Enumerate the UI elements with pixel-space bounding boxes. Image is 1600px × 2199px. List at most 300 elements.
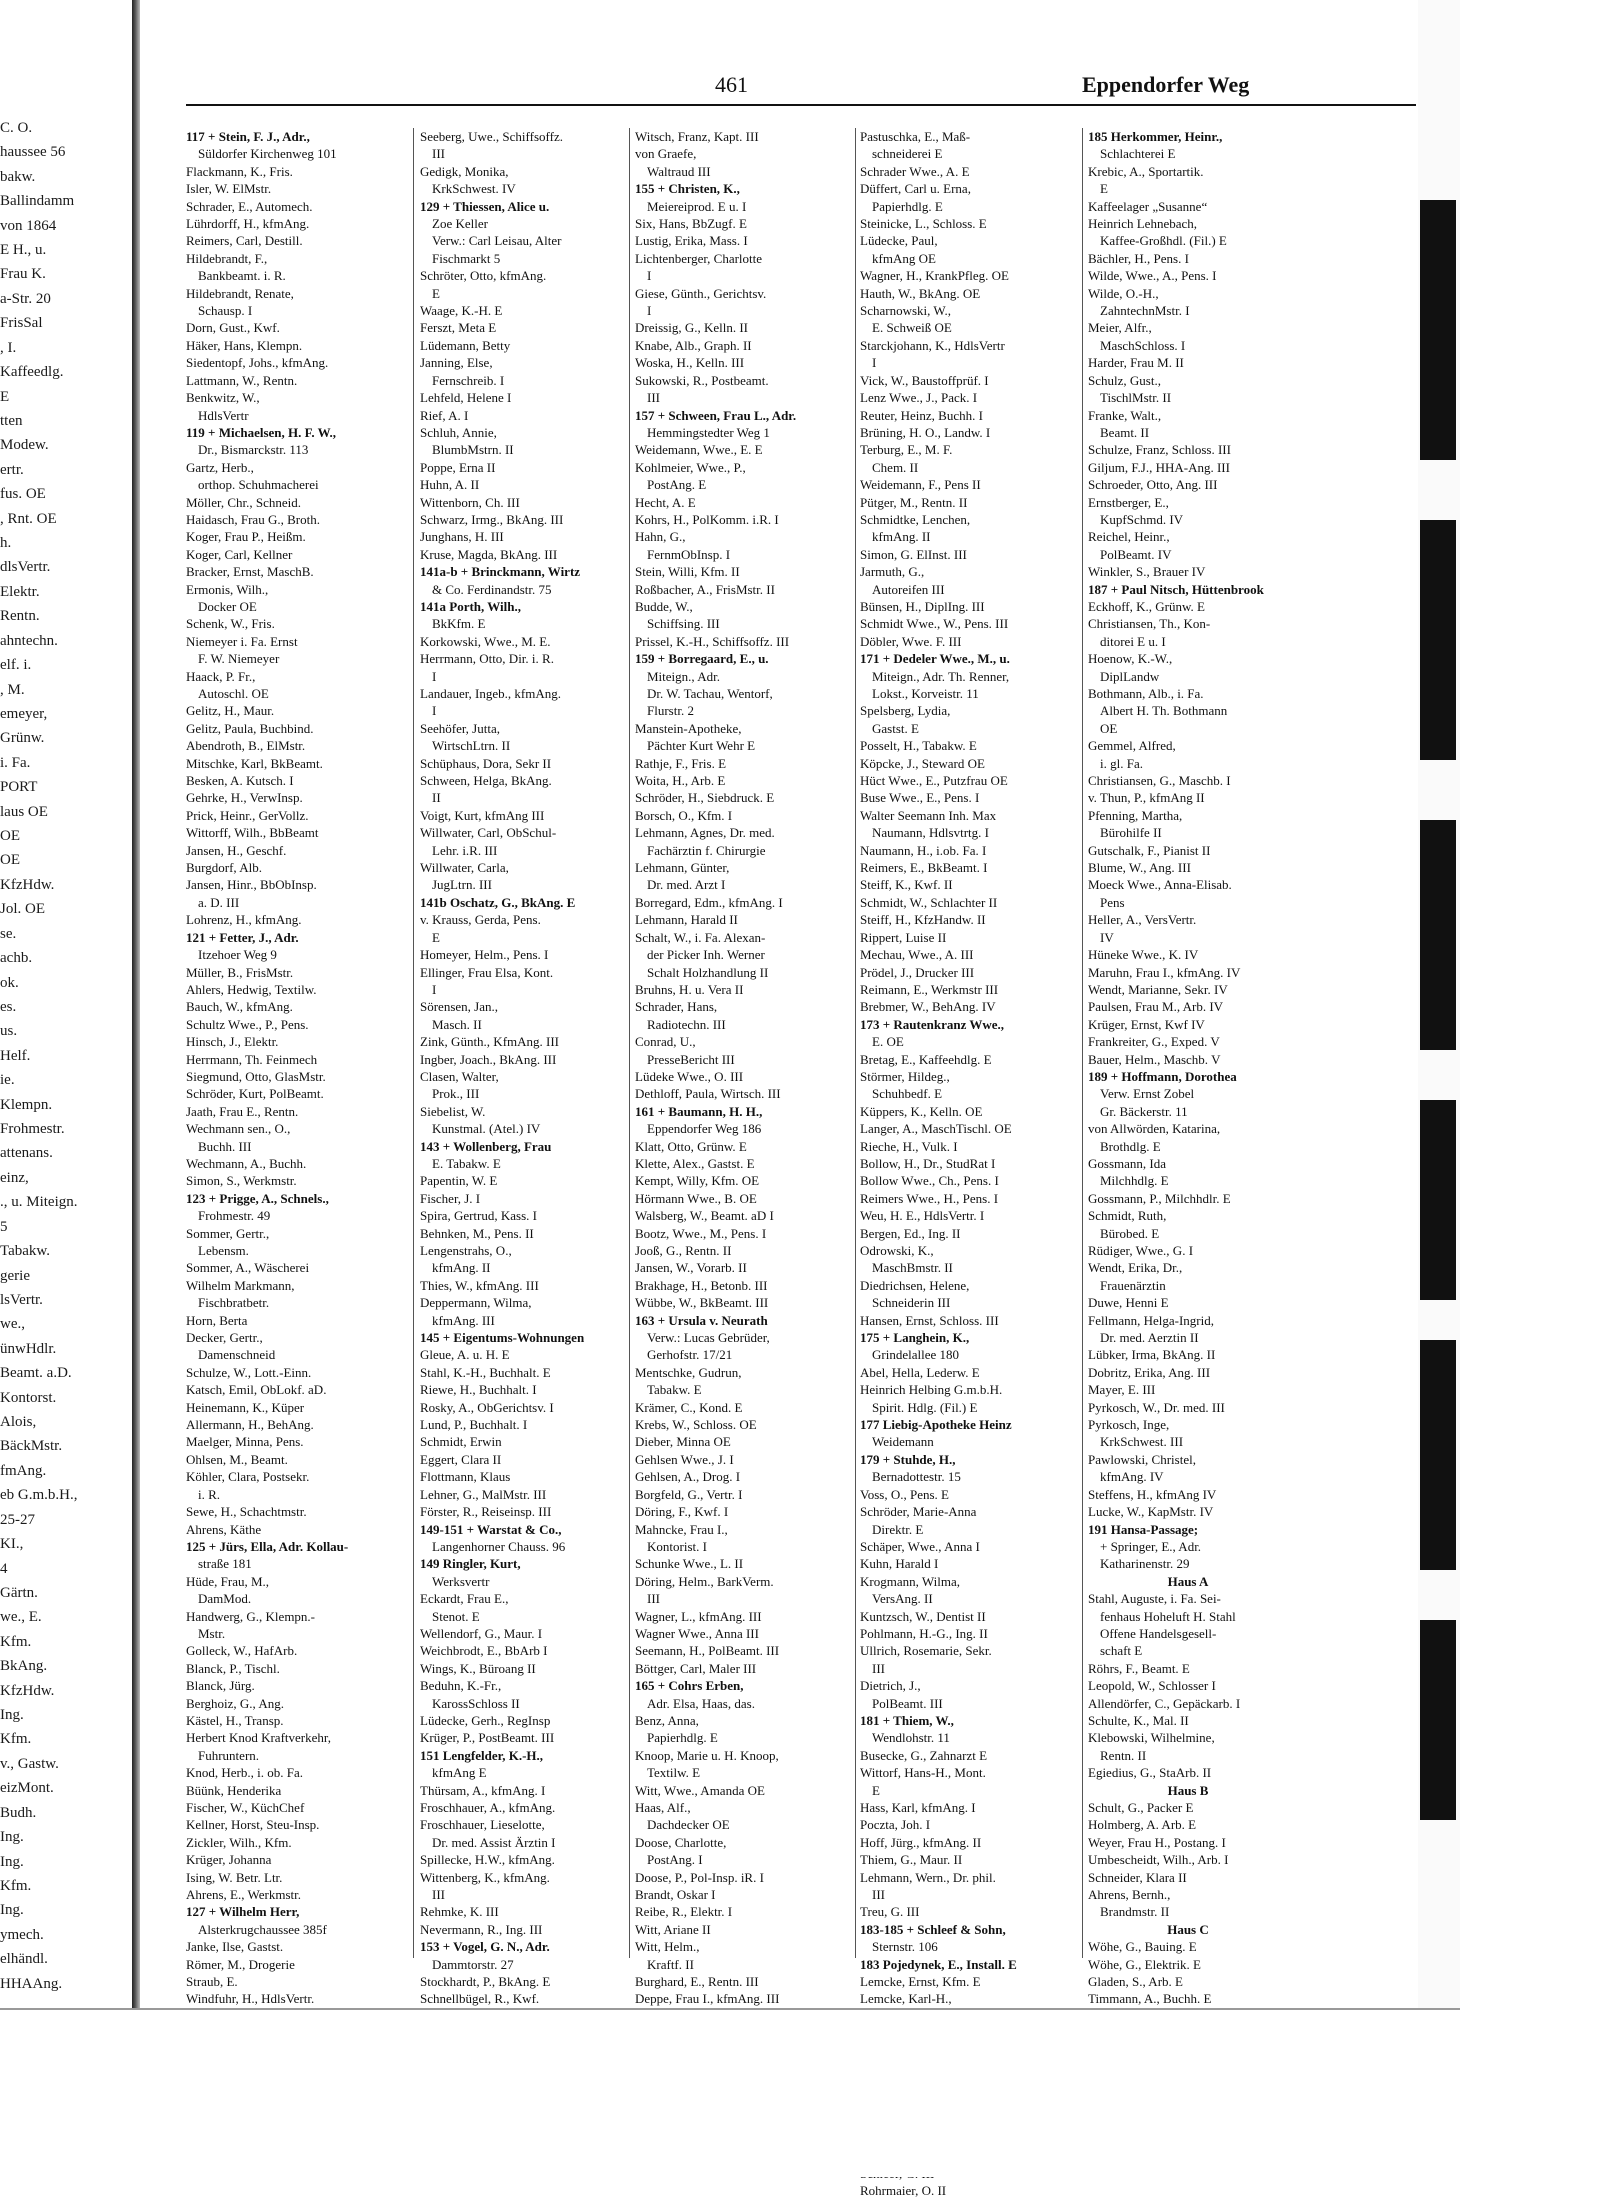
directory-entry: PostAng. E: [647, 477, 707, 493]
previous-page-text: ahntechn.: [0, 633, 58, 649]
directory-entry: Jarmuth, G.,: [860, 564, 925, 580]
directory-entry: Schalt, W., i. Fa. Alexan-: [635, 929, 766, 945]
directory-entry: i. R.: [198, 1486, 221, 1502]
directory-entry: PolBeamt. III: [872, 1695, 943, 1711]
previous-page-text: KfzHdw.: [0, 877, 55, 893]
directory-entry: Meier, Alfr.,: [1088, 320, 1152, 336]
directory-entry: Gelitz, H., Maur.: [186, 703, 275, 719]
directory-entry: Haack, P. Fr.,: [186, 668, 256, 684]
directory-entry: III: [647, 1591, 660, 1607]
directory-entry: Knod, Herb., i. ob. Fa.: [186, 1765, 303, 1781]
directory-entry: Sommer, A., Wäscherei: [186, 1260, 310, 1276]
directory-entry: Isler, W. ElMstr.: [186, 181, 272, 197]
edge-print-block: [1420, 200, 1456, 460]
house-number-entry: 181 + Thiem, W.,: [860, 1712, 954, 1728]
directory-entry: Lüdemann, Betty: [420, 337, 511, 353]
directory-entry: JugLtrn. III: [432, 877, 492, 893]
directory-entry: Rathje, F., Fris. E: [635, 755, 727, 771]
directory-entry: E: [872, 1782, 880, 1798]
previous-page-text: BäckMstr.: [0, 1438, 63, 1454]
previous-page-text: tten: [0, 413, 23, 429]
directory-entry: Rüdiger, Wwe., G. I: [1088, 1243, 1194, 1258]
directory-entry: a. D. III: [198, 894, 240, 910]
directory-entry: Witt, Helm.,: [635, 1939, 700, 1955]
directory-entry: Dr. W. Tachau, Wentorf,: [647, 686, 773, 701]
directory-entry: Bürobed. E: [1100, 1225, 1160, 1241]
directory-entry: Spira, Gertrud, Kass. I: [420, 1208, 537, 1224]
directory-entry: Wübbe, W., BkBeamt. III: [635, 1295, 769, 1311]
directory-entry: Gemmel, Alfred,: [1088, 738, 1176, 754]
house-number-entry: 165 + Cohrs Erben,: [635, 1678, 744, 1694]
directory-entry: Moeck Wwe., Anna-Elisab.: [1088, 877, 1232, 893]
previous-page-text: v., Gastw.: [0, 1756, 59, 1772]
directory-entry: Doose, P., Pol-Insp. iR. I: [635, 1869, 764, 1885]
directory-entry: Walter Seemann Inh. Max: [860, 807, 997, 823]
directory-entry: Lüdecke, Gerh., RegInsp: [420, 1712, 551, 1728]
directory-entry: Wellendorf, G., Maur. I: [420, 1625, 543, 1641]
directory-entry: Schrader, E., Automech.: [186, 198, 313, 214]
directory-entry: Rosky, A., ObGerichtsv. I: [420, 1399, 554, 1415]
house-number-entry: 125 + Jürs, Ella, Adr. Kollau-: [186, 1538, 349, 1554]
directory-entry: Wöhe, G., Elektrik. E: [1088, 1956, 1201, 1972]
directory-entry: Spillecke, H.W., kfmAng.: [420, 1852, 555, 1868]
directory-entry: Bauer, Helm., Maschb. V: [1088, 1051, 1221, 1067]
page-number: 461: [715, 72, 748, 97]
house-number-entry: 185 Herkommer, Heinr.,: [1088, 129, 1223, 144]
previous-page-text: von 1864: [0, 218, 57, 234]
previous-page-text: einz,: [0, 1170, 29, 1186]
directory-entry: kfmAng. III: [432, 1312, 495, 1328]
directory-entry: Knoop, Marie u. H. Knoop,: [635, 1747, 779, 1763]
directory-entry: der Picker Inh. Werner: [647, 947, 765, 963]
directory-entry: Steiff, K., Kwf. II: [860, 877, 953, 893]
directory-entry: Ohlsen, M., Beamt.: [186, 1451, 288, 1467]
directory-entry: Reimann, E., Werkmstr III: [860, 981, 999, 997]
directory-entry: Giljum, F.J., HHA-Ang. III: [1088, 459, 1230, 475]
house-number-entry: 179 + Stuhde, H.,: [860, 1451, 956, 1467]
directory-entry: BlumbMstrn. II: [432, 442, 514, 458]
directory-entry: Schroeder, Otto, Ang. III: [1088, 477, 1218, 493]
previous-page-text: C. O.: [0, 120, 33, 136]
directory-entry: Ernstberger, E.,: [1088, 494, 1169, 510]
directory-entry: Wittorff, Wilh., BbBeamt: [186, 825, 319, 841]
directory-entry: Koger, Carl, Kellner: [186, 546, 293, 562]
house-number-entry: 161 + Baumann, H. H.,: [635, 1103, 763, 1119]
directory-entry: Schröder, Marie-Anna: [860, 1504, 977, 1520]
directory-entry: Lübker, Irma, BkAng. II: [1088, 1347, 1216, 1363]
directory-entry: E: [432, 285, 440, 301]
directory-entry: Willwater, Carla,: [420, 860, 509, 876]
directory-entry: MaschSchloss. I: [1100, 337, 1186, 353]
directory-entry: Fischer, J. I: [420, 1190, 481, 1206]
previous-page-text: KfzHdw.: [0, 1683, 55, 1699]
directory-entry: Förster, R., Reiseinsp. III: [420, 1504, 552, 1520]
directory-entry: I: [647, 303, 652, 319]
directory-entry: Kellner, Horst, Steu-Insp.: [186, 1817, 320, 1833]
directory-entry: Pfenning, Martha,: [1088, 807, 1183, 823]
previous-page-text: Kfm.: [0, 1731, 32, 1747]
previous-page-text: HHAAng.: [0, 1976, 63, 1992]
directory-entry: Conrad, U.,: [635, 1034, 696, 1050]
previous-page-text: h.: [0, 535, 12, 551]
directory-entry: Harder, Frau M. II: [1088, 355, 1184, 371]
house-number-entry: 177 Liebig-Apotheke Heinz: [860, 1417, 1012, 1433]
directory-entry: Kästel, H., Transp.: [186, 1712, 284, 1728]
directory-entry: Vick, W., Baustoffprüf. I: [860, 372, 989, 388]
directory-entry: DiplLandw: [1100, 668, 1160, 684]
directory-entry: Jaath, Frau E., Rentn.: [186, 1103, 299, 1119]
directory-entry: Lehner, G., MalMstr. III: [420, 1486, 547, 1502]
house-number-entry: 117 + Stein, F. J., Adr.,: [186, 129, 310, 144]
previous-page-text: Modew.: [0, 437, 49, 453]
directory-entry: III: [432, 146, 445, 162]
directory-entry: Schiffsing. III: [647, 616, 720, 632]
directory-entry: Werksvertr: [432, 1573, 490, 1589]
directory-entry: Kohrs, H., PolKomm. i.R. I: [635, 511, 779, 527]
directory-entry: Lehmann, Harald II: [635, 912, 738, 928]
previous-page-fragment: [0, 0, 132, 2010]
directory-entry: III: [872, 1887, 885, 1903]
previous-page-text: Klempn.: [0, 1097, 53, 1113]
directory-entry: Sukowski, R., Postbeamt.: [635, 372, 769, 388]
previous-page-text: emeyer,: [0, 706, 48, 722]
subsection-heading: Haus B: [1167, 1782, 1209, 1798]
directory-entry: Borgfeld, G., Vertr. I: [635, 1486, 743, 1502]
directory-entry: Heinrich Lehnebach,: [1088, 216, 1198, 232]
previous-page-text: Kontorst.: [0, 1390, 57, 1406]
directory-entry: Hoenow, K.-W.,: [1088, 651, 1173, 667]
directory-entry: Autoschl. OE: [198, 686, 269, 701]
directory-entry: Posselt, H., Tabakw. E: [860, 738, 977, 754]
directory-entry: Schulze, Franz, Schloss. III: [1088, 442, 1231, 458]
directory-entry: Flottmann, Klaus: [420, 1469, 511, 1485]
directory-entry: III: [432, 1887, 445, 1903]
directory-entry: Wittenberg, K., kfmAng.: [420, 1869, 550, 1885]
directory-entry: Dethloff, Paula, Wirtsch. III: [635, 1086, 781, 1102]
house-number-entry: 141a Porth, Wilh.,: [420, 598, 522, 614]
directory-entry: Beduhn, K.-Fr.,: [420, 1678, 502, 1694]
directory-entry: Terburg, E., M. F.: [860, 442, 953, 458]
previous-page-text: KI.,: [0, 1536, 24, 1552]
previous-page-text: ymech.: [0, 1927, 44, 1943]
directory-entry: Eckardt, Frau E.,: [420, 1591, 509, 1607]
directory-entry: I: [432, 981, 437, 997]
house-number-entry: 191 Hansa-Passage;: [1088, 1521, 1199, 1537]
house-number-entry: 141b Oschatz, G., BkAng. E: [420, 894, 576, 910]
directory-entry: I: [432, 668, 437, 684]
previous-page-text: es.: [0, 999, 17, 1015]
previous-page-text: elhändl.: [0, 1951, 48, 1967]
directory-entry: Itzehoer Weg 9: [198, 947, 277, 963]
directory-entry: Six, Hans, BbZugf. E: [635, 216, 747, 232]
directory-entry: Heinrich Helbing G.m.b.H.: [860, 1382, 1003, 1398]
directory-entry: Küppers, K., Kelln. OE: [860, 1103, 983, 1119]
directory-entry: Lund, P., Buchhalt. I: [420, 1417, 528, 1433]
directory-entry: Krebic, A., Sportartik.: [1088, 163, 1204, 179]
directory-entry: Doose, Charlotte,: [635, 1834, 727, 1850]
directory-entry: Blume, W., Ang. III: [1088, 860, 1191, 876]
directory-entry: Kuntzsch, W., Dentist II: [860, 1608, 986, 1624]
directory-column-4: [860, 128, 1075, 2198]
previous-page-text: OE: [0, 828, 20, 844]
previous-page-text: dlsVertr.: [0, 559, 51, 575]
directory-entry: Fellmann, Helga-Ingrid,: [1088, 1312, 1214, 1328]
directory-entry: Krebs, W., Schloss. OE: [635, 1417, 757, 1433]
page-gutter: [132, 0, 140, 2010]
directory-entry: Borsch, O., Kfm. I: [635, 807, 733, 823]
directory-entry: Reimers, E., BkBeamt. I: [860, 860, 988, 876]
directory-entry: Hecht, A. E: [635, 494, 696, 510]
directory-entry: Eppendorfer Weg 186: [647, 1121, 762, 1137]
directory-entry: Pawlowski, Christel,: [1088, 1451, 1196, 1467]
house-number-entry: 141a-b + Brinckmann, Wirtz: [420, 564, 581, 580]
directory-entry: Hörmann Wwe., B. OE: [635, 1190, 757, 1206]
previous-page-text: we., E.: [0, 1609, 42, 1625]
directory-entry: Ullrich, Rosemarie, Sekr.: [860, 1643, 992, 1659]
directory-entry: Müller, B., FrisMstr.: [186, 964, 294, 980]
directory-entry: Decker, Gertr.,: [186, 1330, 263, 1346]
previous-page-text: haussee 56: [0, 144, 66, 160]
directory-entry: E. Schweiß OE: [872, 320, 952, 336]
previous-page-text: Rentn.: [0, 608, 40, 624]
directory-entry: Steiff, H., KfzHandw. II: [860, 912, 986, 928]
directory-entry: Direktr. E: [872, 1521, 924, 1537]
edge-print-block: [1420, 1620, 1456, 1820]
previous-page-text: ünwHdlr.: [0, 1341, 57, 1357]
previous-page-text: E H., u.: [0, 242, 47, 258]
house-number-entry: 143 + Wollenberg, Frau: [420, 1138, 552, 1154]
directory-entry: Rieche, H., Vulk. I: [860, 1138, 958, 1154]
directory-entry: Froschhauer, Lieselotte,: [420, 1817, 545, 1833]
previous-page-text: Ballindamm: [0, 193, 75, 209]
directory-entry: Sommer, Gertr.,: [186, 1225, 270, 1241]
directory-entry: KarossSchloss II: [432, 1695, 520, 1711]
directory-entry: Maelger, Minna, Pens.: [186, 1434, 304, 1450]
directory-column-5: [1088, 128, 1288, 2007]
directory-entry: Lustig, Erika, Mass. I: [635, 233, 748, 249]
directory-entry: Ermonis, Wilh.,: [186, 581, 269, 597]
directory-entry: Langer, A., MaschTischl. OE: [860, 1121, 1012, 1137]
directory-entry: Dammtorstr. 27: [432, 1956, 514, 1972]
directory-entry: Wilde, Wwe., A., Pens. I: [1088, 268, 1217, 284]
previous-page-text: eizMont.: [0, 1780, 54, 1796]
directory-entry: Janning, Else,: [420, 355, 493, 371]
directory-entry: Hinsch, J., Elektr.: [186, 1034, 279, 1050]
directory-entry: Knabe, Alb., Graph. II: [635, 337, 752, 353]
directory-entry: Wechmann sen., O.,: [186, 1121, 291, 1137]
previous-page-text: i. Fa.: [0, 755, 31, 771]
directory-entry: Mitschke, Karl, BkBeamt.: [186, 755, 323, 771]
directory-entry: Janke, Ilse, Gastst.: [186, 1939, 284, 1955]
directory-entry: Umbescheidt, Wilh., Arb. I: [1088, 1852, 1229, 1868]
directory-entry: Schrader, Hans,: [635, 999, 718, 1015]
directory-entry: Adr. Elsa, Haas, das.: [647, 1695, 755, 1711]
edge-print-block: [1420, 820, 1456, 1050]
directory-entry: Pyrkosch, Inge,: [1088, 1417, 1170, 1433]
directory-entry: Wittorf, Hans-H., Mont.: [860, 1765, 986, 1781]
house-number-entry: 119 + Michaelsen, H. F. W.,: [186, 424, 336, 440]
directory-entry: Verw. Ernst Zobel: [1100, 1086, 1195, 1102]
directory-entry: Schenk, W., Fris.: [186, 616, 275, 632]
directory-entry: Busecke, G., Zahnarzt E: [860, 1747, 988, 1763]
house-number-entry: 173 + Rautenkranz Wwe.,: [860, 1016, 1005, 1032]
previous-page-text: Ing.: [0, 1854, 24, 1870]
directory-entry: Alsterkrugchaussee 385f: [198, 1921, 327, 1937]
previous-page-text: Tabakw.: [0, 1243, 51, 1259]
previous-page-text: , M.: [0, 682, 25, 698]
house-number-entry: 163 + Ursula v. Neurath: [635, 1312, 768, 1328]
previous-page-text: a-Str. 20: [0, 291, 51, 307]
directory-entry: Lehmann, Agnes, Dr. med.: [635, 825, 775, 841]
directory-entry: Klatt, Otto, Grünw. E: [635, 1138, 747, 1154]
house-number-entry: 189 + Hoffmann, Dorothea: [1088, 1068, 1237, 1084]
directory-entry: Schneider, Klara II: [1088, 1869, 1187, 1885]
directory-entry: Zoe Keller: [432, 216, 488, 232]
directory-entry: HdlsVertr: [198, 407, 249, 423]
directory-entry: Odrowski, K.,: [860, 1243, 934, 1258]
directory-entry: Lüdeke Wwe., O. III: [635, 1068, 744, 1084]
directory-entry: Wendt, Erika, Dr.,: [1088, 1260, 1183, 1276]
directory-entry: Heinemann, K., Küper: [186, 1399, 305, 1415]
directory-entry: Lehmann, Günter,: [635, 860, 730, 876]
house-number-entry: 151 Lengfelder, K.-H.,: [420, 1747, 544, 1763]
directory-entry: Eggert, Clara II: [420, 1451, 502, 1467]
directory-entry: Lichtenberger, Charlotte: [635, 250, 763, 266]
directory-entry: Schröder, Kurt, PolBeamt.: [186, 1086, 324, 1102]
directory-entry: Burghard, E., Rentn. III: [635, 1974, 759, 1990]
directory-entry: Rentn. II: [1100, 1747, 1147, 1763]
directory-entry: Lührdorff, H., kfmAng.: [186, 216, 310, 232]
directory-entry: Franke, Walt.,: [1088, 407, 1162, 423]
directory-entry: Katsch, Emil, ObLokf. aD.: [186, 1382, 327, 1398]
directory-entry: Naumann, Hdlsvtrtg. I: [872, 825, 989, 841]
directory-entry: Schluh, Annie,: [420, 424, 497, 440]
directory-entry: Frohmestr. 49: [198, 1208, 271, 1224]
house-number-entry: 183 Pojedynek, E., Install. E: [860, 1956, 1017, 1972]
directory-entry: Beamt. II: [1100, 424, 1150, 440]
directory-entry: + Springer, E., Adr.: [1100, 1538, 1202, 1554]
directory-entry: Flurstr. 2: [647, 703, 694, 719]
directory-entry: FernmObInsp. I: [647, 546, 731, 562]
previous-page-text: gerie: [0, 1268, 30, 1284]
directory-entry: Fernschreib. I: [432, 372, 505, 388]
directory-entry: Gladen, S., Arb. E: [1088, 1974, 1183, 1990]
house-number-entry: 123 + Prigge, A., Schnels.,: [186, 1190, 329, 1206]
directory-entry: DamMod.: [198, 1591, 252, 1607]
directory-entry: Blanck, P., Tischl.: [186, 1660, 280, 1676]
directory-entry: Chem. II: [872, 459, 919, 475]
directory-entry: Ahrens, Käthe: [186, 1521, 262, 1537]
directory-entry: Wilhelm Markmann,: [186, 1277, 295, 1293]
directory-entry: Seehöfer, Jutta,: [420, 720, 500, 736]
directory-entry: Budde, W.,: [635, 598, 693, 614]
directory-entry: Sternstr. 106: [872, 1939, 938, 1955]
directory-entry: Krüger, P., PostBeamt. III: [420, 1730, 555, 1746]
directory-entry: IV: [1100, 929, 1114, 945]
directory-entry: Junghans, H. III: [420, 529, 504, 545]
directory-entry: Schröter, Otto, kfmAng.: [420, 268, 547, 284]
previous-page-text: attenans.: [0, 1145, 53, 1161]
directory-entry: Jansen, Hinr., BbObInsp.: [186, 877, 317, 893]
directory-entry: Römer, M., Drogerie: [186, 1956, 295, 1972]
directory-entry: kfmAng. II: [872, 529, 931, 545]
house-number-entry: 157 + Schween, Frau L., Adr.: [635, 407, 797, 423]
directory-entry: von Graefe,: [635, 146, 697, 162]
directory-entry: Döbler, Wwe. F. III: [860, 633, 962, 649]
directory-entry: Döring, Helm., BarkVerm.: [635, 1573, 774, 1589]
directory-entry: Bauch, W., kfmAng.: [186, 999, 293, 1015]
directory-entry: Stockhardt, P., BkAng. E: [420, 1974, 551, 1990]
directory-entry: Döring, F., Kwf. I: [635, 1504, 729, 1520]
directory-entry: Woska, H., Kelln. III: [635, 355, 745, 371]
previous-page-text: FrisSal: [0, 315, 43, 331]
directory-entry: Kontorist. I: [647, 1538, 707, 1554]
directory-entry: Gossmann, P., Milchhdlr. E: [1088, 1190, 1231, 1206]
directory-entry: BkKfm. E: [432, 616, 486, 632]
directory-entry: Pächter Kurt Wehr E: [647, 738, 756, 754]
directory-entry: Steffens, H., kfmAng IV: [1088, 1486, 1217, 1502]
directory-entry: Ising, W. Betr. Ltr.: [186, 1869, 283, 1885]
directory-entry: kfmAng OE: [872, 250, 936, 266]
directory-entry: Siegmund, Otto, GlasMstr.: [186, 1068, 326, 1084]
directory-entry: KrkSchwest. IV: [432, 181, 516, 197]
directory-entry: Christiansen, Th., Kon-: [1088, 616, 1211, 632]
directory-entry: Siebelist, W.: [420, 1103, 486, 1119]
previous-page-text: ertr.: [0, 462, 24, 478]
directory-entry: WirtschLtrn. II: [432, 738, 511, 754]
directory-entry: schneiderei E: [872, 146, 943, 162]
directory-entry: Ingber, Joach., BkAng. III: [420, 1051, 557, 1067]
directory-entry: Stein, Willi, Kfm. II: [635, 564, 740, 580]
house-number-entry: 171 + Dedeler Wwe., M., u.: [860, 651, 1010, 667]
directory-entry: Gehlsen Wwe., J. I: [635, 1451, 734, 1467]
edge-print-block: [1420, 1340, 1456, 1570]
directory-entry: Gleue, A. u. H. E: [420, 1347, 510, 1363]
directory-entry: Gedigk, Monika,: [420, 163, 509, 179]
directory-entry: Treu, G. III: [860, 1904, 920, 1920]
directory-entry: Voigt, Kurt, kfmAng III: [420, 807, 545, 823]
directory-entry: Windfuhr, H., HdlsVertr.: [186, 1991, 315, 2007]
directory-entry: Röhrs, F., Beamt. E: [1088, 1660, 1190, 1676]
house-number-entry: 175 + Langhein, K.,: [860, 1330, 970, 1346]
directory-entry: F. W. Niemeyer: [198, 651, 280, 667]
directory-entry: Flackmann, K., Fris.: [186, 163, 293, 179]
directory-entry: Schmidt, Erwin: [420, 1434, 502, 1450]
directory-entry: Lemcke, Karl-H.,: [860, 1991, 952, 2007]
directory-entry: KrkSchwest. III: [1100, 1434, 1184, 1450]
previous-page-text: Alois,: [0, 1414, 37, 1430]
directory-column-3: [635, 128, 850, 2007]
directory-entry: Manstein-Apotheke,: [635, 720, 742, 736]
directory-entry: Reichel, Heinr.,: [1088, 529, 1170, 545]
directory-entry: Schrader Wwe., A. E: [860, 163, 970, 179]
directory-entry: Schulte, K., Mal. II: [1088, 1712, 1189, 1728]
directory-entry: Weyer, Frau H., Postang. I: [1088, 1834, 1226, 1850]
directory-entry: Buse Wwe., E., Pens. I: [860, 790, 980, 806]
directory-entry: Wöhe, G., Bauing. E: [1088, 1939, 1197, 1955]
directory-entry: Häker, Hans, Klempn.: [186, 337, 303, 353]
directory-entry: Meiereiprod. E u. I: [647, 198, 747, 214]
directory-entry: Verw.: Carl Leisau, Alter: [432, 233, 562, 249]
directory-entry: Niemeyer i. Fa. Ernst: [186, 633, 298, 649]
directory-entry: Reimers Wwe., H., Pens. I: [860, 1190, 999, 1206]
directory-entry: Heller, A., VersVertr.: [1088, 912, 1197, 928]
directory-entry: Thiem, G., Maur. II: [860, 1852, 963, 1868]
previous-page-text: PORT: [0, 779, 38, 795]
directory-entry: Burgdorf, Alb.: [186, 860, 262, 876]
directory-entry: Holmberg, A. Arb. E: [1088, 1817, 1197, 1833]
directory-entry: Froschhauer, A., kfmAng.: [420, 1800, 556, 1815]
